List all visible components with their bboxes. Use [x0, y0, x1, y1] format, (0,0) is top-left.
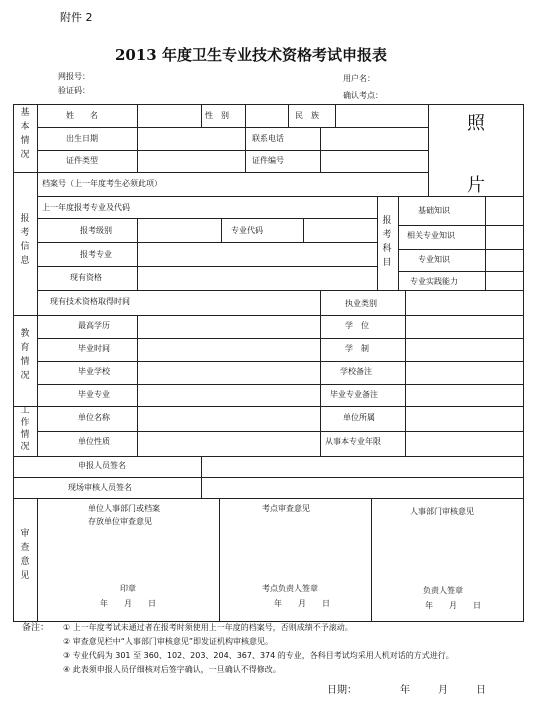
note-item-2: ② 审查意见栏中“人事部门审核意见”即发证机构审核意见。 — [63, 637, 274, 646]
gender-label: 性 别 — [205, 111, 229, 120]
footer-month: 月 — [438, 685, 448, 696]
name-label: 姓 名 — [66, 111, 98, 120]
last-major-label: 上一年度报考专业及代码 — [42, 203, 130, 212]
applicant-signature-label: 申报人员签名 — [78, 461, 126, 470]
footer-day: 日 — [476, 685, 486, 696]
review-site-sign: 考点负责人签章 — [262, 584, 318, 593]
review-unit-seal: 印章 — [120, 584, 136, 593]
degree-label: 学 位 — [345, 321, 369, 330]
birth-date-label: 出生日期 — [66, 134, 98, 143]
ethnicity-label: 民 族 — [295, 111, 319, 120]
onsite-signature-label: 现场审核人员签名 — [68, 483, 132, 492]
review-unit-date: 年 月 日 — [100, 599, 156, 608]
subject-practice: 专业实践能力 — [410, 277, 458, 286]
section-review-label: 审查意见 — [20, 529, 30, 581]
net-no-label: 网报号： — [58, 72, 90, 81]
system-label: 学 制 — [345, 344, 369, 353]
photo-label-top: 照 — [467, 113, 485, 134]
footer-year: 年 — [400, 685, 410, 696]
unit-place-label: 单位所属 — [343, 413, 375, 422]
highest-edu-label: 最高学历 — [78, 321, 110, 330]
phone-label: 联系电话 — [252, 134, 284, 143]
major-note-label: 毕业专业备注 — [330, 390, 378, 399]
section-report-label: 报考信息 — [20, 214, 30, 266]
unit-nature-label: 单位性质 — [78, 437, 110, 446]
unit-name-label: 单位名称 — [78, 413, 110, 422]
subject-related: 相关专业知识 — [407, 231, 455, 240]
grad-time-label: 毕业时间 — [78, 344, 110, 353]
section-basic-label: 基本情况 — [20, 108, 30, 160]
id-type-label: 证件类型 — [66, 156, 98, 165]
confirm-site-label: 确认考点： — [343, 91, 383, 100]
review-hr-sign: 负责人签章 — [423, 586, 463, 595]
review-unit-line2: 存放单位审查意见 — [88, 517, 152, 526]
page-title: 2013 年度卫生专业技术资格考试申报表 — [115, 46, 387, 64]
review-site-label: 考点审查意见 — [262, 504, 310, 513]
archive-no-label: 档案号（上一年度考生必须此项） — [42, 179, 162, 188]
review-unit-line1: 单位人事部门或档案 — [88, 504, 160, 513]
section-education-label: 教育情况 — [20, 329, 30, 381]
years-label: 从事本专业年限 — [325, 437, 381, 446]
school-note-label: 学校备注 — [340, 367, 372, 376]
photo-label-bottom: 片 — [467, 175, 485, 196]
note-item-4: ④ 此表须申报人员仔细核对后签字确认，一旦确认不得修改。 — [63, 665, 281, 674]
subject-basic: 基础知识 — [418, 206, 450, 215]
verify-code-label: 验证码： — [58, 86, 90, 95]
id-number-label: 证件编号 — [252, 156, 284, 165]
subject-professional: 专业知识 — [418, 255, 450, 264]
grad-major-label: 毕业专业 — [78, 390, 110, 399]
username-label: 用户名： — [343, 74, 375, 83]
practice-type-label: 执业类别 — [345, 299, 377, 308]
level-label: 报考级别 — [80, 226, 112, 235]
major-code-label: 专业代码 — [231, 226, 263, 235]
section-work-label: 工作情况 — [20, 406, 30, 452]
review-hr-label: 人事部门审核意见 — [410, 507, 474, 516]
review-site-date: 年 月 日 — [274, 599, 330, 608]
qual-date-label: 现有技术资格取得时间 — [50, 297, 130, 306]
notes-label: 备注： — [22, 623, 50, 633]
footer-date-label: 日期： — [327, 685, 357, 696]
major-label: 报考专业 — [80, 250, 112, 259]
attachment-label: 附件 2 — [60, 11, 93, 24]
note-item-1: ① 上一年度考试未通过者在报考时须使用上一年度的档案号，否则成绩不予滚动。 — [63, 623, 353, 632]
subjects-label: 报考科目 — [382, 216, 392, 268]
current-qual-label: 现有资格 — [70, 273, 102, 282]
note-item-3: ③ 专业代码为 301 至 360、102、203、204、367、374 的专业，各科目考试均采用人机对话的方式进行。 — [63, 651, 454, 660]
review-hr-date: 年 月 日 — [425, 601, 481, 610]
school-label: 毕业学校 — [78, 367, 110, 376]
